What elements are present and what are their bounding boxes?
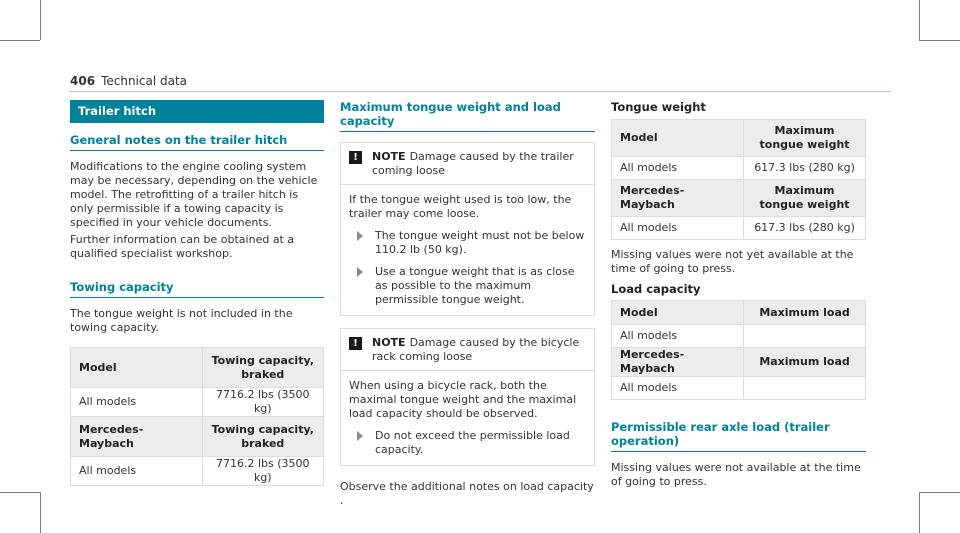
tongue-weight-load-heading: Maximum tongue weight and load capacity xyxy=(340,100,595,132)
crop-mark xyxy=(919,0,920,40)
general-notes-paragraph: Further information can be obtained at a qualified specialist workshop. xyxy=(70,233,295,260)
table-cell: Maximum tongue weight xyxy=(744,180,866,217)
load-capacity-table xyxy=(611,300,866,400)
note-box xyxy=(340,142,595,316)
table-cell: Mercedes-Maybach xyxy=(71,417,203,457)
table-row xyxy=(612,377,866,400)
table-cell: Towing capacity, braked xyxy=(202,348,323,388)
table-cell: All models xyxy=(612,217,744,240)
table-row xyxy=(612,301,866,325)
note-intro: If the tongue weight used is too low, the trailer may come loose. xyxy=(349,193,572,220)
section-banner: Trailer hitch xyxy=(70,100,324,123)
crop-mark xyxy=(0,492,40,493)
list-item xyxy=(349,429,586,457)
towing-capacity-paragraph: The tongue weight is not included in the towing capacity. xyxy=(70,307,293,334)
note-label: NOTE xyxy=(372,336,406,349)
note-title: Damage caused by the trailer coming loose xyxy=(372,150,574,177)
load-capacity-heading: Load capacity xyxy=(611,282,701,296)
tongue-weight-table xyxy=(611,119,866,240)
table-cell: All models xyxy=(71,457,203,486)
table-row xyxy=(71,348,324,388)
crop-mark xyxy=(919,492,920,533)
table-cell: 7716.2 lbs (3500 kg) xyxy=(202,388,323,417)
table-row xyxy=(612,348,866,377)
table-cell: All models xyxy=(612,377,744,400)
arrow-right-icon xyxy=(357,431,363,441)
table-row xyxy=(71,457,324,486)
table-cell: Maximum load xyxy=(744,348,866,377)
table-row xyxy=(612,180,866,217)
towing-capacity-heading: Towing capacity xyxy=(70,280,324,298)
table-cell: 617.3 lbs (280 kg) xyxy=(744,217,866,240)
general-notes-paragraph: Modifications to the engine cooling system may be necessary, depending on the vehicle model. The retrofitting of a trailer hitch is only permissible if a towing capacity is specified in your vehicle documents. xyxy=(70,160,318,229)
header-divider xyxy=(70,91,890,92)
table-cell: All models xyxy=(612,157,744,180)
column-middle xyxy=(340,100,595,508)
note-box xyxy=(340,328,595,466)
table-cell: Model xyxy=(71,348,203,388)
table-cell: Maximum tongue weight xyxy=(744,120,866,157)
note-label: NOTE xyxy=(372,150,406,163)
table-cell: Maximum load xyxy=(744,301,866,325)
table-cell xyxy=(744,325,866,348)
towing-capacity-table xyxy=(70,347,324,486)
arrow-right-icon xyxy=(357,267,363,277)
warning-icon: ! xyxy=(349,337,362,350)
general-notes-heading: General notes on the trailer hitch xyxy=(70,133,324,151)
list-item xyxy=(349,265,586,307)
crop-mark xyxy=(40,492,41,533)
table-row xyxy=(612,217,866,240)
list-item-text: Use a tongue weight that is as close as possible to the maximum permissible tongue weight. xyxy=(375,265,575,306)
page-number: 406 xyxy=(70,74,96,88)
missing-values-note: Missing values were not available at the time of going to press. xyxy=(611,461,861,488)
tongue-weight-heading: Tongue weight xyxy=(611,100,706,114)
crop-mark xyxy=(919,492,960,493)
table-cell: 617.3 lbs (280 kg) xyxy=(744,157,866,180)
table-cell: Towing capacity, braked xyxy=(202,417,323,457)
section-title: Technical data xyxy=(101,74,188,88)
list-item xyxy=(349,229,586,257)
table-cell: All models xyxy=(71,388,203,417)
crop-mark xyxy=(0,40,40,41)
list-item-text: Do not exceed the permissible load capacity. xyxy=(375,429,570,456)
missing-values-note: Missing values were not yet available at the time of going to press. xyxy=(611,248,854,275)
note-title: Damage caused by the bicycle rack coming loose xyxy=(372,336,580,363)
table-row xyxy=(71,388,324,417)
table-cell: Model xyxy=(612,301,744,325)
rear-axle-load-heading: Permissible rear axle load (trailer operation) xyxy=(611,420,866,452)
table-cell: 7716.2 lbs (3500 kg) xyxy=(202,457,323,486)
crop-mark xyxy=(40,0,41,40)
table-cell: All models xyxy=(612,325,744,348)
crop-mark xyxy=(919,40,960,41)
note-intro: When using a bicycle rack, both the maximal tongue weight and the maximal load capacity should be observed. xyxy=(349,379,577,420)
arrow-right-icon xyxy=(357,231,363,241)
table-cell: Mercedes-Maybach xyxy=(612,180,744,217)
table-row xyxy=(612,120,866,157)
column-left xyxy=(70,100,324,486)
table-row xyxy=(612,325,866,348)
observe-note: Observe the additional notes on load capacity . xyxy=(340,480,594,507)
list-item-text: The tongue weight must not be below 110.2 lb (50 kg). xyxy=(375,229,585,256)
table-cell xyxy=(744,377,866,400)
table-row xyxy=(71,417,324,457)
page-header xyxy=(70,74,187,88)
warning-icon: ! xyxy=(349,151,362,164)
table-cell: Model xyxy=(612,120,744,157)
table-cell: Mercedes-Maybach xyxy=(612,348,744,377)
column-right xyxy=(611,100,866,489)
table-row xyxy=(612,157,866,180)
